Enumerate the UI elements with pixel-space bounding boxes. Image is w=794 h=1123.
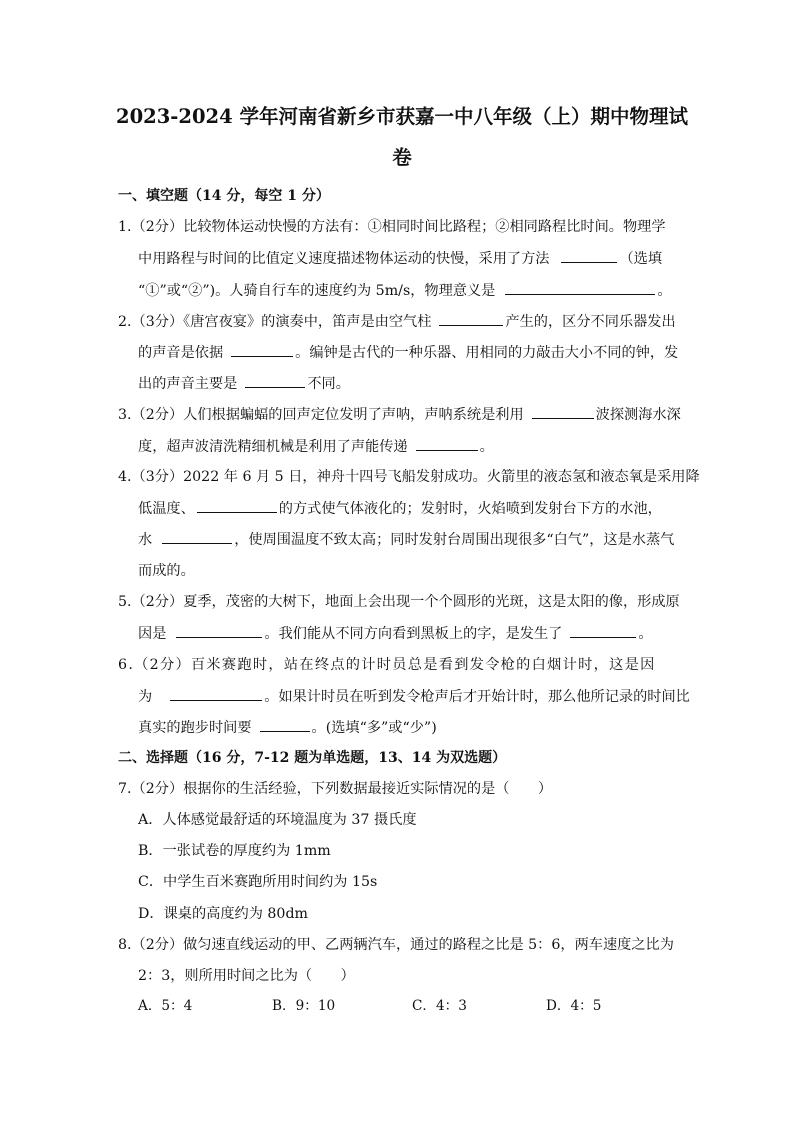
q8-line-2: 2：3，则所用时间之比为（ ） bbox=[138, 968, 355, 984]
q4-line-2 bbox=[138, 499, 662, 518]
q1-line-1: 1.（2分）比较物体运动快慢的方法有：①相同时间比路程；②相同路程比时间。物理学 bbox=[118, 219, 666, 235]
q5-line-2-text-b: 。我们能从不同方向看到黑板上的字，是发生了 bbox=[264, 626, 563, 642]
q2-line-1-text-b: 产生的，区分不同乐器发出 bbox=[505, 314, 676, 330]
q2-blank-3[interactable] bbox=[245, 374, 305, 388]
q4-line-2-text-a: 低温度、 bbox=[138, 501, 195, 517]
q6-line-2 bbox=[138, 687, 690, 706]
q4-blank-2[interactable] bbox=[162, 530, 232, 544]
q2-line-3-text-b: 不同。 bbox=[307, 376, 350, 392]
q1-line-2-text-b: （选填 bbox=[619, 251, 663, 267]
q6-line-3-text-b: 。(选填“多”或“少”) bbox=[311, 720, 437, 736]
q8-option-d[interactable]: D．4：5 bbox=[546, 998, 602, 1014]
q3-line-1-text-a: 3.（2分）人们根据蝙蝠的回声定位发明了声呐，声呐系统是利用 bbox=[118, 407, 524, 423]
q1-line-3-text-b: 。 bbox=[657, 283, 672, 299]
q7-option-b[interactable]: B．一张试卷的厚度约为 1mm bbox=[138, 843, 331, 859]
q4-line-2-text-b: 的方式使气体液化的；发射时，火焰喷到发射台下方的水池， bbox=[278, 501, 662, 517]
q5-blank-1[interactable] bbox=[176, 624, 262, 638]
q4-line-4: 而成的。 bbox=[138, 563, 195, 579]
q6-blank-1[interactable] bbox=[170, 687, 262, 701]
q6-line-3 bbox=[138, 718, 437, 737]
q4-line-3-text-a: 水 bbox=[138, 532, 153, 548]
q2-blank-2[interactable] bbox=[231, 343, 293, 357]
q7-stem: 7.（2分）根据你的生活经验，下列数据最接近实际情况的是（ ） bbox=[118, 781, 553, 797]
q3-line-2-text-b: 。 bbox=[479, 439, 494, 455]
q1-line-2-text-a: 中用路程与时间的比值定义速度描述物体运动的快慢，采用了方法 bbox=[138, 251, 550, 267]
q5-line-1: 5.（2分）夏季，茂密的大树下，地面上会出现一个个圆形的光斑，这是太阳的像，形成原 bbox=[118, 594, 680, 610]
section-heading-fill-in: 一、填空题（14 分，每空 1 分） bbox=[118, 188, 330, 204]
q1-blank-2[interactable] bbox=[505, 281, 655, 295]
q4-line-1: 4.（3分）2022 年 6 月 5 日，神舟十四号飞船发射成功。火箭里的液态氢和液态氧是采用降 bbox=[118, 469, 700, 485]
exam-title-line-2: 卷 bbox=[392, 146, 412, 169]
q8-option-c[interactable]: C．4：3 bbox=[412, 998, 467, 1014]
q7-option-a[interactable]: A．人体感觉最舒适的环境温度为 37 摄氏度 bbox=[138, 812, 417, 828]
q5-line-2 bbox=[138, 624, 653, 643]
q3-blank-2[interactable] bbox=[416, 437, 478, 451]
q8-option-b[interactable]: B．9：10 bbox=[272, 998, 336, 1014]
q6-line-3-text-a: 真实的跑步时间要 bbox=[138, 720, 252, 736]
q4-blank-1[interactable] bbox=[197, 499, 277, 513]
q2-line-2 bbox=[138, 343, 678, 362]
q8-option-a[interactable]: A．5：4 bbox=[138, 998, 193, 1014]
q1-line-2 bbox=[138, 249, 662, 268]
q5-line-2-text-c: 。 bbox=[638, 626, 653, 642]
q8-line-1: 8.（2分）做匀速直线运动的甲、乙两辆汽车，通过的路程之比是 5：6，两车速度之比为 bbox=[118, 937, 674, 953]
q6-line-2-text-a: 为 bbox=[138, 689, 153, 705]
q2-line-3 bbox=[138, 374, 350, 393]
exam-title-line-1: 2023-2024 学年河南省新乡市获嘉一中八年级（上）期中物理试 bbox=[116, 105, 688, 128]
q7-option-d[interactable]: D．课桌的高度约为 80dm bbox=[138, 906, 308, 922]
q5-blank-2[interactable] bbox=[570, 624, 636, 638]
q2-blank-1[interactable] bbox=[439, 312, 503, 326]
q3-line-2-text-a: 度，超声波清洗精细机械是利用了声能传递 bbox=[138, 439, 408, 455]
q6-line-1: 6.（2分）百米赛跑时，站在终点的计时员总是看到发令枪的白烟计时，这是因 bbox=[118, 657, 656, 673]
q1-blank-1[interactable] bbox=[561, 249, 617, 263]
q4-line-3 bbox=[138, 530, 674, 549]
q3-blank-1[interactable] bbox=[532, 405, 594, 419]
q3-line-1 bbox=[118, 405, 681, 424]
q4-line-3-text-b: ，使周围温度不致太高；同时发射台周围出现很多“白气”，这是水蒸气 bbox=[234, 532, 675, 548]
q6-line-2-text-b: 。如果计时员在听到发令枪声后才开始计时，那么他所记录的时间比 bbox=[264, 689, 690, 705]
q2-line-1 bbox=[118, 312, 676, 331]
q6-blank-2[interactable] bbox=[260, 718, 310, 732]
q2-line-2-text-a: 的声音是依据 bbox=[138, 345, 224, 361]
q3-line-1-text-b: 波探测海水深 bbox=[595, 407, 681, 423]
q1-line-3-text-a: “①”或“②”)。人骑自行车的速度约为 5m/s，物理意义是 bbox=[138, 283, 496, 299]
q2-line-2-text-b: 。编钟是古代的一种乐器、用相同的力敲击大小不同的钟，发 bbox=[295, 345, 679, 361]
q7-option-c[interactable]: C．中学生百米赛跑所用时间约为 15s bbox=[138, 874, 378, 890]
q1-line-3 bbox=[138, 281, 672, 300]
q5-line-2-text-a: 因是 bbox=[138, 626, 167, 642]
q3-line-2 bbox=[138, 437, 494, 456]
section-heading-multiple-choice: 二、选择题（16 分，7-12 题为单选题，13、14 为双选题） bbox=[118, 750, 507, 766]
q2-line-3-text-a: 出的声音主要是 bbox=[138, 376, 238, 392]
q2-line-1-text-a: 2.（3分）《唐宫夜宴》的演奏中，笛声是由空气柱 bbox=[118, 314, 432, 330]
